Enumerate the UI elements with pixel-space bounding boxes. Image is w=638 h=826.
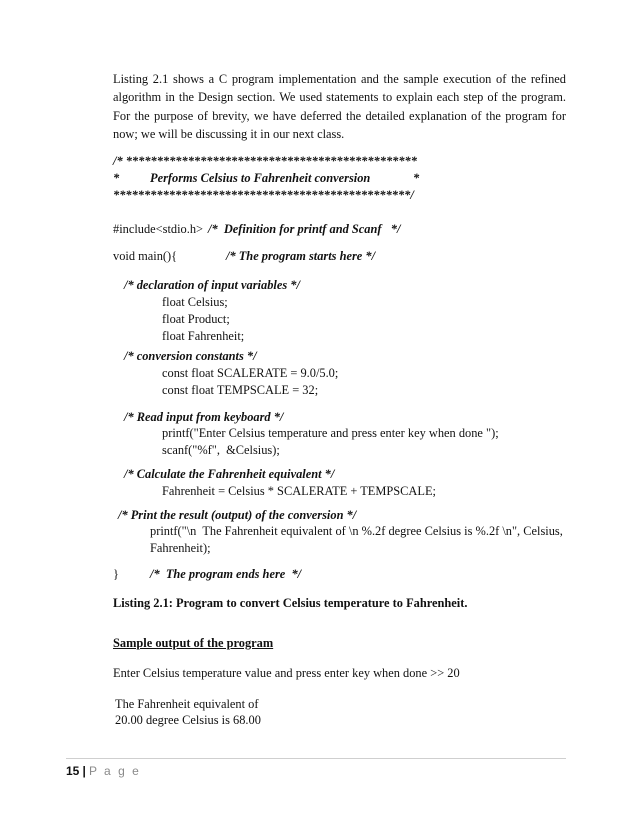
constant-line: const float SCALERATE = 9.0/5.0; xyxy=(162,366,339,380)
banner-title: Performs Celsius to Fahrenheit conversion xyxy=(150,171,371,185)
printf-prompt-line: printf("Enter Celsius temperature and press enter key when done "); xyxy=(162,426,499,440)
sample-result-line: The Fahrenheit equivalent of xyxy=(115,697,259,711)
include-statement: #include<stdio.h> xyxy=(113,222,204,236)
page-number: 15 xyxy=(66,764,80,778)
main-signature: void main(){ xyxy=(113,249,178,263)
calculate-line: Fahrenheit = Celsius * SCALERATE + TEMPSCALE; xyxy=(162,484,436,498)
sample-output-heading: Sample output of the program xyxy=(113,636,274,650)
page-separator: | xyxy=(82,764,86,778)
banner-bottom: ************************************************/ xyxy=(113,188,414,202)
declaration-line: float Fahrenheit; xyxy=(162,329,245,343)
print-line-1: printf("\n The Fahrenheit equivalent of \n %.2f degree Celsius is %.2f \n", Celsius, xyxy=(150,524,563,538)
declaration-line: float Celsius; xyxy=(162,295,228,309)
scanf-line: scanf("%f", &Celsius); xyxy=(162,443,280,457)
calculate-comment: /* Calculate the Fahrenheit equivalent */ xyxy=(124,467,335,481)
sample-result-line: 20.00 degree Celsius is 68.00 xyxy=(115,713,261,727)
declaration-comment: /* declaration of input variables */ xyxy=(124,278,300,292)
end-comment: /* The program ends here */ xyxy=(150,567,302,581)
declaration-line: float Product; xyxy=(162,312,230,326)
print-line-2: Fahrenheit); xyxy=(150,541,211,555)
main-comment: /* The program starts here */ xyxy=(226,249,376,263)
intro-paragraph: Listing 2.1 shows a C program implementation and the sample execution of the refined algorithm in the Design section. We used statements to explain each step of the program. For the purpose of brevity, we have deferred the detailed explanation of the program for now; we will be discussing it in our next class. xyxy=(113,72,566,142)
banner-star-left: * xyxy=(113,171,120,185)
page-footer xyxy=(66,764,141,779)
include-comment: /* Definition for printf and Scanf */ xyxy=(208,222,401,236)
banner-top: /* *********************************************** xyxy=(113,154,417,168)
banner-star-right: * xyxy=(413,171,420,185)
constants-comment: /* conversion constants */ xyxy=(124,349,257,363)
listing-caption: Listing 2.1: Program to convert Celsius temperature to Fahrenheit. xyxy=(113,596,468,610)
print-comment: /* Print the result (output) of the conversion */ xyxy=(118,508,357,522)
sample-prompt-line: Enter Celsius temperature value and press enter key when done >> 20 xyxy=(113,666,460,680)
constant-line: const float TEMPSCALE = 32; xyxy=(162,383,319,397)
read-input-comment: /* Read input from keyboard */ xyxy=(124,410,284,424)
footer-divider xyxy=(66,758,566,759)
closing-brace: } xyxy=(113,567,119,581)
page-word: P a g e xyxy=(88,764,141,778)
